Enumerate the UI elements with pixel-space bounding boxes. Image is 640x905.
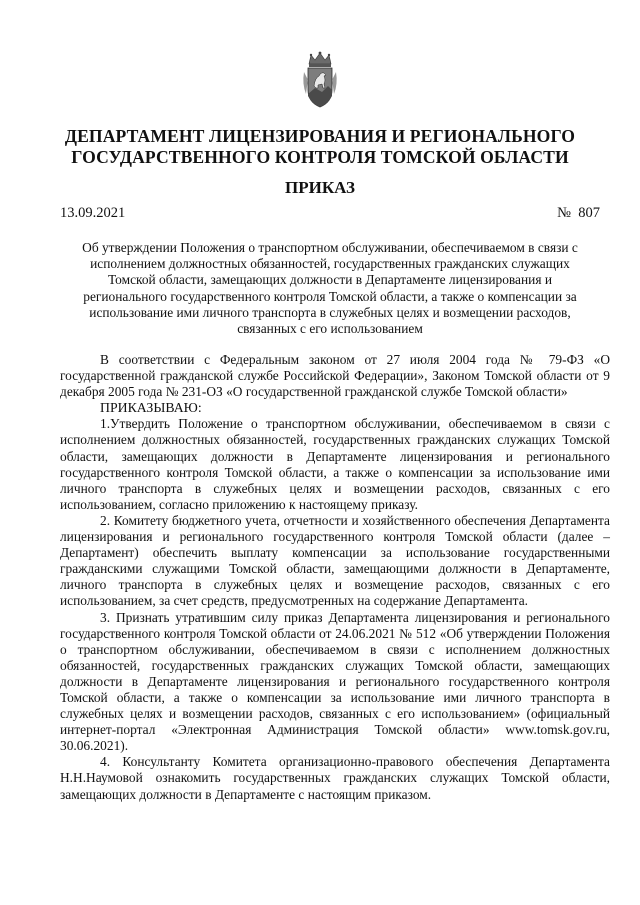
order-date: 13.09.2021	[60, 205, 126, 221]
subject-line: исполнением должностных обязанностей, государственных гражданских служащих	[90, 256, 570, 272]
department-name	[60, 126, 580, 168]
order-item-1: 1.Утвердить Положение о транспортном обслуживании, обеспечиваемом в связи с исполнением должностных обязанностей, государственных гражданских служащих Томской области, замещающих должности в Департаменте лицензирования и регионального государственного контроля Томской области, а также о компенсации за использование ими личного транспорта в служебных целях и возмещении расходов, связанных с его использованием, согласно приложению к настоящему приказу.	[60, 416, 610, 512]
order-item-2: 2. Комитету бюджетного учета, отчетности и хозяйственного обеспечения Департамента лицензирования и регионального государственного контроля Томской области (далее – Департамент) обеспечить выплату компенсации за использование государственными гражданскими служащими Томской области, замещающими должности в Департаменте, личного транспорта в служебных целях и возмещение расходов, связанных с его использованием, за счет средств, предусмотренных на содержание Департамента.	[60, 512, 610, 609]
preamble-paragraph: В соответствии с Федеральным законом от 27 июля 2004 года № 79-ФЗ «О государственной гражданской службе Российской Федерации», Законом Томской области от 9 декабря 2005 года № 231-ОЗ «О государственной гражданской службе Томской области»	[60, 352, 610, 400]
tomsk-oblast-coat-of-arms-icon	[300, 50, 340, 110]
order-item-3: 3. Признать утратившим силу приказ Департамента лицензирования и регионального государственного контроля Томской области от 24.06.2021 № 512 «Об утверждении Положения о транспортном обслуживании, обеспечиваемом в связи с исполнением должностных обязанностей, государственных гражданских служащих Томской области, замещающих должности в Департаменте лицензирования и регионального государственного контроля Томской области, а также о компенсации за использование ими личного транспорта в служебных целях и возмещении расходов, связанных с его использованием» (официальный интернет-портал «Электронная Администрация Томской области» www.tomsk.gov.ru, 30.06.2021).	[60, 609, 610, 754]
department-name-line2: ГОСУДАРСТВЕННОГО КОНТРОЛЯ ТОМСКОЙ ОБЛАСТИ	[71, 147, 569, 167]
subject-line: связанных с его использованием	[237, 321, 423, 337]
subject-line: регионального государственного контроля Томской области, а также о компенсации за	[83, 288, 577, 304]
department-name-line1: ДЕПАРТАМЕНТ ЛИЦЕНЗИРОВАНИЯ И РЕГИОНАЛЬНОГО	[64, 126, 576, 146]
order-subject	[60, 240, 600, 337]
order-body	[60, 352, 610, 803]
subject-line: Об утверждении Положения о транспортном обслуживании, обеспечиваемом в связи с	[82, 240, 578, 255]
subject-line: использование ими личного транспорта в служебных целях и возмещении расходов,	[89, 304, 571, 320]
document-type-title: ПРИКАЗ	[285, 178, 355, 197]
decree-word: ПРИКАЗЫВАЮ:	[100, 400, 202, 416]
order-number: № 807	[557, 205, 600, 221]
subject-line: Томской области, замещающих должности в Департаменте лицензирования и	[107, 272, 552, 288]
order-item-4: 4. Консультанту Комитета организационно-правового обеспечения Департамента Н.Н.Наумовой ознакомить государственных гражданских служащих Томской области, замещающих должности в Департаменте с настоящим приказом.	[60, 754, 610, 802]
